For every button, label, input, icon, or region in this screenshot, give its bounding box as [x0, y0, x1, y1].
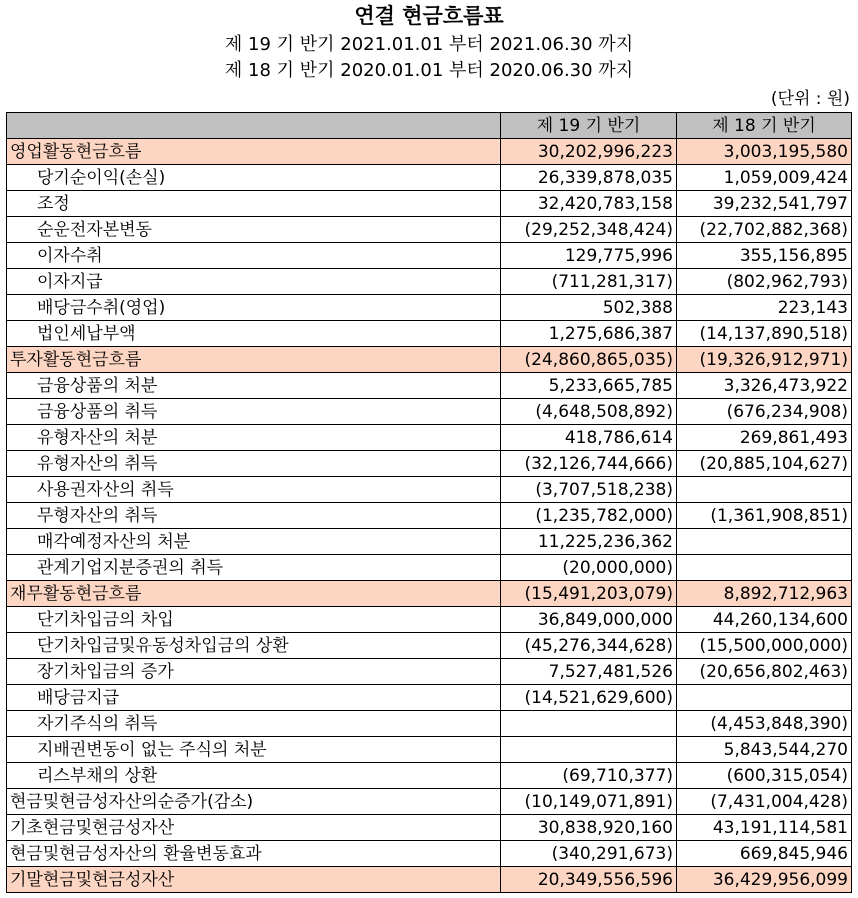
row-label: 기초현금및현금성자산: [7, 815, 501, 841]
row-prior-value: [677, 555, 852, 581]
table-row: [7, 529, 852, 555]
table-row: [7, 295, 852, 321]
header-current-period: 제 19 기 반기: [501, 113, 677, 139]
row-label: 장기차입금의 증가: [7, 659, 501, 685]
row-current-value: (711,281,317): [501, 269, 677, 295]
row-label: 배당금수취(영업): [7, 295, 501, 321]
row-label: 당기순이익(손실): [7, 165, 501, 191]
row-current-value: (15,491,203,079): [501, 581, 677, 607]
row-current-value: (14,521,629,600): [501, 685, 677, 711]
row-current-value: (340,291,673): [501, 841, 677, 867]
row-prior-value: (4,453,848,390): [677, 711, 852, 737]
period-current: 제 19 기 반기 2021.01.01 부터 2021.06.30 까지: [224, 34, 634, 55]
row-prior-value: [677, 477, 852, 503]
row-current-value: (10,149,071,891): [501, 789, 677, 815]
row-prior-value: 5,843,544,270: [677, 737, 852, 763]
table-row: [7, 555, 852, 581]
table-row: [7, 217, 852, 243]
table-row: [7, 425, 852, 451]
row-current-value: 1,275,686,387: [501, 321, 677, 347]
row-current-value: 26,339,878,035: [501, 165, 677, 191]
row-prior-value: 3,326,473,922: [677, 373, 852, 399]
row-label: 자기주식의 취득: [7, 711, 501, 737]
row-label: 투자활동현금흐름: [7, 347, 501, 373]
row-current-value: (45,276,344,628): [501, 633, 677, 659]
row-current-value: 30,838,920,160: [501, 815, 677, 841]
table-row: [7, 867, 852, 893]
table-row: [7, 789, 852, 815]
table-row: [7, 581, 852, 607]
row-current-value: (4,648,508,892): [501, 399, 677, 425]
table-row: [7, 347, 852, 373]
row-prior-value: 269,861,493: [677, 425, 852, 451]
row-prior-value: 43,191,114,581: [677, 815, 852, 841]
row-prior-value: [677, 529, 852, 555]
row-prior-value: (15,500,000,000): [677, 633, 852, 659]
cash-flow-table: [6, 112, 852, 893]
row-current-value: (32,126,744,666): [501, 451, 677, 477]
row-current-value: (1,235,782,000): [501, 503, 677, 529]
table-row: [7, 451, 852, 477]
row-prior-value: 1,059,009,424: [677, 165, 852, 191]
table-row: [7, 373, 852, 399]
row-prior-value: (14,137,890,518): [677, 321, 852, 347]
row-prior-value: (600,315,054): [677, 763, 852, 789]
row-current-value: 30,202,996,223: [501, 139, 677, 165]
table-row: [7, 737, 852, 763]
row-label: 유형자산의 취득: [7, 451, 501, 477]
row-current-value: (3,707,518,238): [501, 477, 677, 503]
row-prior-value: 39,232,541,797: [677, 191, 852, 217]
table-row: [7, 399, 852, 425]
table-row: [7, 139, 852, 165]
table-row: [7, 503, 852, 529]
row-prior-value: (802,962,793): [677, 269, 852, 295]
row-label: 법인세납부액: [7, 321, 501, 347]
row-current-value: (20,000,000): [501, 555, 677, 581]
row-prior-value: (22,702,882,368): [677, 217, 852, 243]
row-current-value: (24,860,865,035): [501, 347, 677, 373]
row-prior-value: (20,656,802,463): [677, 659, 852, 685]
row-label: 리스부채의 상환: [7, 763, 501, 789]
table-body: [7, 139, 852, 893]
row-prior-value: (19,326,912,971): [677, 347, 852, 373]
row-current-value: 5,233,665,785: [501, 373, 677, 399]
row-prior-value: (676,234,908): [677, 399, 852, 425]
row-label: 현금및현금성자산의 환율변동효과: [7, 841, 501, 867]
table-row: [7, 711, 852, 737]
table-row: [7, 269, 852, 295]
row-current-value: 7,527,481,526: [501, 659, 677, 685]
row-label: 관계기업지분증권의 취득: [7, 555, 501, 581]
row-prior-value: 223,143: [677, 295, 852, 321]
row-prior-value: (7,431,004,428): [677, 789, 852, 815]
row-prior-value: 36,429,956,099: [677, 867, 852, 893]
period-prior: 제 18 기 반기 2020.01.01 부터 2020.06.30 까지: [224, 60, 634, 81]
row-label: 조정: [7, 191, 501, 217]
row-prior-value: 3,003,195,580: [677, 139, 852, 165]
row-label: 재무활동현금흐름: [7, 581, 501, 607]
row-label: 금융상품의 처분: [7, 373, 501, 399]
table-header-row: [7, 113, 852, 139]
row-current-value: (69,710,377): [501, 763, 677, 789]
row-label: 유형자산의 처분: [7, 425, 501, 451]
table-row: [7, 607, 852, 633]
row-label: 단기차입금및유동성차입금의 상환: [7, 633, 501, 659]
row-prior-value: [677, 685, 852, 711]
row-current-value: [501, 737, 677, 763]
row-label: 이자수취: [7, 243, 501, 269]
table-row: [7, 815, 852, 841]
row-prior-value: (1,361,908,851): [677, 503, 852, 529]
row-prior-value: 44,260,134,600: [677, 607, 852, 633]
row-label: 순운전자본변동: [7, 217, 501, 243]
unit-label: (단위 : 원): [770, 89, 850, 109]
table-row: [7, 659, 852, 685]
table-row: [7, 685, 852, 711]
row-label: 단기차입금의 차입: [7, 607, 501, 633]
row-prior-value: 8,892,712,963: [677, 581, 852, 607]
header-blank: [7, 113, 501, 139]
row-label: 배당금지급: [7, 685, 501, 711]
row-label: 매각예정자산의 처분: [7, 529, 501, 555]
table-row: [7, 477, 852, 503]
table-row: [7, 243, 852, 269]
row-label: 금융상품의 취득: [7, 399, 501, 425]
table-row: [7, 633, 852, 659]
row-prior-value: 355,156,895: [677, 243, 852, 269]
row-label: 지배권변동이 없는 주식의 처분: [7, 737, 501, 763]
row-prior-value: (20,885,104,627): [677, 451, 852, 477]
table-row: [7, 763, 852, 789]
table-row: [7, 191, 852, 217]
row-label: 현금및현금성자산의순증가(감소): [7, 789, 501, 815]
row-current-value: [501, 711, 677, 737]
table-row: [7, 321, 852, 347]
row-current-value: (29,252,348,424): [501, 217, 677, 243]
statement-title: 연결 현금흐름표: [354, 4, 504, 28]
row-current-value: 502,388: [501, 295, 677, 321]
row-current-value: 20,349,556,596: [501, 867, 677, 893]
row-current-value: 36,849,000,000: [501, 607, 677, 633]
row-label: 사용권자산의 취득: [7, 477, 501, 503]
row-current-value: 418,786,614: [501, 425, 677, 451]
row-current-value: 11,225,236,362: [501, 529, 677, 555]
row-label: 무형자산의 취득: [7, 503, 501, 529]
row-label: 기말현금및현금성자산: [7, 867, 501, 893]
row-current-value: 129,775,996: [501, 243, 677, 269]
row-prior-value: 669,845,946: [677, 841, 852, 867]
table-row: [7, 841, 852, 867]
row-label: 이자지급: [7, 269, 501, 295]
row-current-value: 32,420,783,158: [501, 191, 677, 217]
row-label: 영업활동현금흐름: [7, 139, 501, 165]
table-row: [7, 165, 852, 191]
header-prior-period: 제 18 기 반기: [677, 113, 852, 139]
